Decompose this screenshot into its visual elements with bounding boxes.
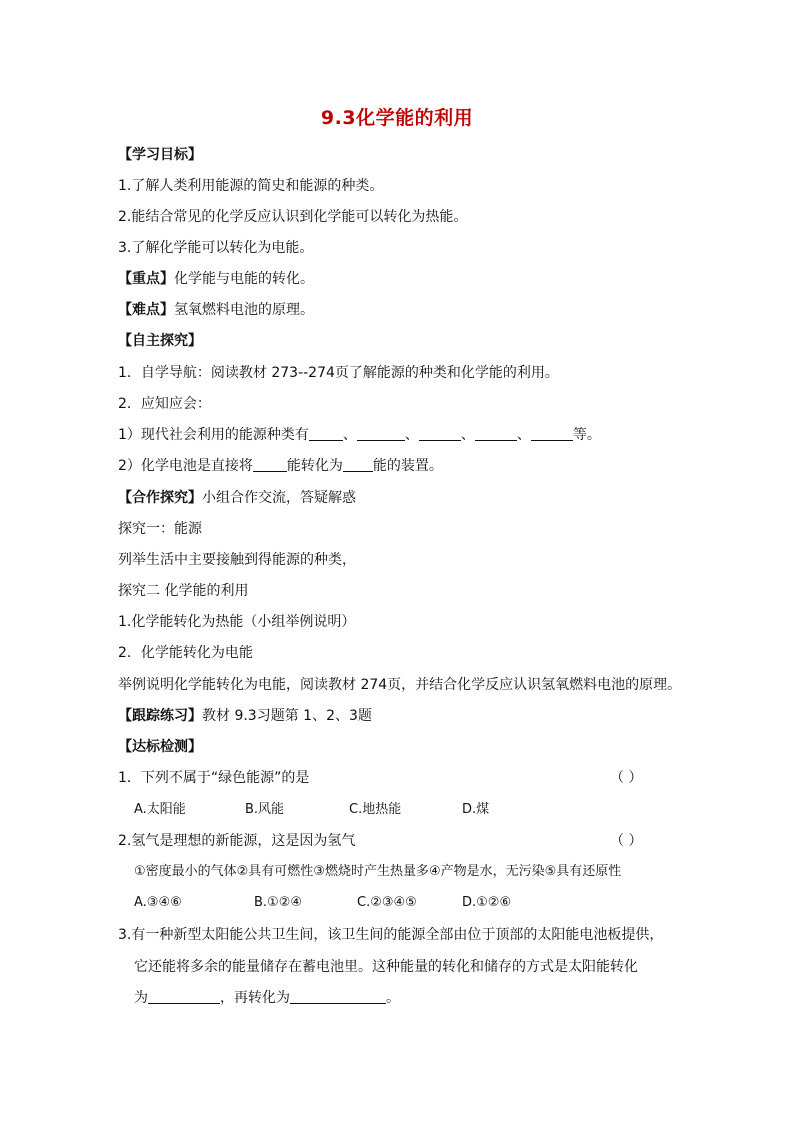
option[interactable]: D.①②⑥ — [462, 895, 512, 910]
explore2-item: 1.化学能转化为热能（小组举例说明） — [118, 614, 356, 630]
page-title: 9.3化学能的利用 — [320, 107, 474, 129]
answer-parentheses[interactable]: （ ） — [610, 770, 643, 786]
question-2-facts: ①密度最小的气体②具有可燃性③燃烧时产生热量多④产物是水，无污染⑤具有还原性 — [134, 864, 622, 879]
answer-blank[interactable] — [343, 457, 373, 472]
fill-in-energy-types — [118, 425, 601, 445]
separator: 、 — [404, 427, 419, 443]
explore2-text: 举例说明化学能转化为电能，阅读教材 274页，并结合化学反应认识氢氧燃料电池的原理。 — [118, 677, 682, 693]
option[interactable]: B.①②④ — [254, 895, 303, 910]
q2-part-a: 2）化学电池是直接将 — [118, 458, 253, 474]
objectives-heading: 【学习目标】 — [118, 147, 202, 163]
explore2-title: 探究二 化学能的利用 — [118, 583, 249, 599]
key-point-label: 【重点】 — [118, 271, 174, 287]
q1-prefix: 1）现代社会利用的能源种类有 — [118, 427, 309, 443]
answer-blank[interactable] — [148, 989, 220, 1004]
objective-item: 2.能结合常见的化学反应认识到化学能可以转化为热能。 — [118, 209, 468, 225]
difficulty — [118, 300, 314, 320]
explore1-title: 探究一：能源 — [118, 521, 202, 537]
cooperate-heading-text: 小组合作交流，答疑解惑 — [202, 490, 356, 506]
check-heading: 【达标检测】 — [118, 739, 202, 755]
question-3-line: 3.有一种新型太阳能公共卫生间，该卫生间的能源全部由位于顶部的太阳能电池板提供， — [118, 927, 664, 943]
cooperate-section — [118, 488, 356, 508]
answer-blank[interactable] — [309, 426, 343, 441]
answer-blank[interactable] — [253, 457, 287, 472]
q2-part-b: 能转化为 — [286, 458, 343, 474]
answer-blank[interactable] — [475, 426, 517, 441]
explore2-item: 2．化学能转化为电能 — [118, 645, 253, 661]
practice-label: 【跟踪练习】 — [118, 708, 202, 724]
difficulty-label: 【难点】 — [118, 302, 174, 318]
key-point — [118, 269, 314, 289]
separator: 、 — [516, 427, 531, 443]
q1-suffix: 等。 — [572, 427, 601, 443]
option[interactable]: C.地热能 — [349, 802, 402, 817]
answer-blank[interactable] — [531, 426, 573, 441]
q3-part-a: 为 — [134, 990, 148, 1006]
practice-text: 教材 9.3习题第 1、2、3题 — [202, 708, 372, 724]
should-know: 2．应知应会： — [118, 396, 211, 412]
question-3-line: 它还能将多余的能量储存在蓄电池里。这种能量的转化和储存的方式是太阳能转化 — [134, 959, 638, 975]
question-2-stem: 2.氢气是理想的新能源，这是因为氢气 — [118, 833, 356, 849]
answer-blank[interactable] — [357, 426, 405, 441]
separator: 、 — [342, 427, 357, 443]
explore1-text: 列举生活中主要接触到得能源的种类， — [118, 552, 356, 568]
self-study-nav: 1．自学导航：阅读教材 273--274页了解能源的种类和化学能的利用。 — [118, 365, 559, 381]
fill-in-battery — [118, 456, 443, 476]
option[interactable]: B.风能 — [245, 802, 285, 817]
separator: 、 — [460, 427, 475, 443]
q3-part-b: ，再转化为 — [220, 990, 290, 1006]
difficulty-text: 氢氧燃料电池的原理。 — [174, 302, 314, 318]
answer-blank[interactable] — [419, 426, 461, 441]
option[interactable]: C.②③④⑤ — [357, 895, 417, 910]
self-explore-heading: 【自主探究】 — [118, 333, 202, 349]
objective-item: 3.了解化学能可以转化为电能。 — [118, 240, 314, 256]
question-1-stem: 1．下列不属于“绿色能源”的是 — [118, 770, 310, 786]
key-point-text: 化学能与电能的转化。 — [174, 271, 314, 287]
question-3-fill — [134, 988, 400, 1008]
q2-part-c: 能的装置。 — [372, 458, 443, 474]
option[interactable]: D.煤 — [462, 802, 490, 817]
objective-item: 1.了解人类利用能源的简史和能源的种类。 — [118, 178, 384, 194]
q3-part-c: 。 — [386, 990, 400, 1006]
practice-section — [118, 706, 372, 726]
option[interactable]: A.太阳能 — [134, 802, 186, 817]
cooperate-heading: 【合作探究】 — [118, 490, 202, 506]
answer-parentheses[interactable]: （ ） — [610, 833, 643, 849]
option[interactable]: A.③④⑥ — [134, 895, 182, 910]
answer-blank[interactable] — [290, 989, 386, 1004]
